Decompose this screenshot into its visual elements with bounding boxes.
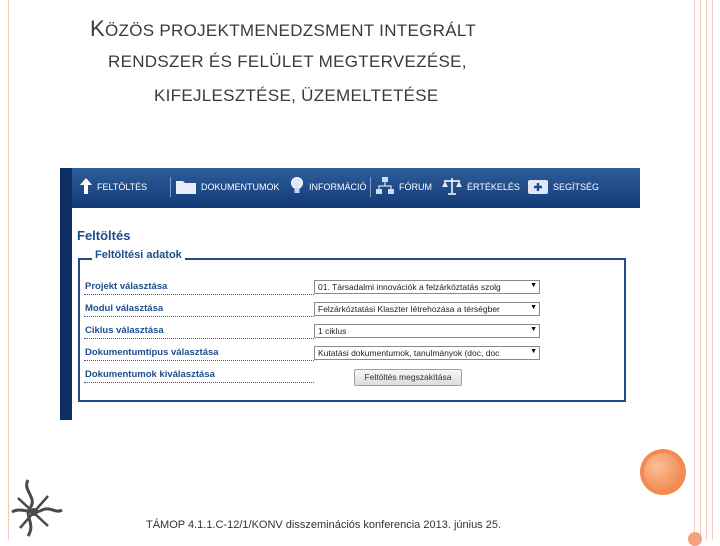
slide-title-line-2: RENDSZER ÉS FELÜLET MEGTERVEZÉSE, [108,52,467,71]
modul-select[interactable] [314,302,540,316]
upload-arrow-icon [80,178,92,196]
field-row-dokumentumtipus [84,346,314,361]
nav-item-informacio[interactable] [290,176,367,198]
cancel-upload-button[interactable]: Feltöltés megszakítása [354,369,462,386]
nav-item-ertekeles[interactable] [442,176,520,198]
field-row-ciklus [84,324,314,339]
nav-item-segitseg[interactable] [528,176,599,198]
dokumentumtipus-select[interactable] [314,346,540,360]
select-value: Kutatási dokumentumok, tanulmányok (doc, doc [318,348,500,358]
top-navbar [72,168,640,208]
fieldset-legend: Feltöltési adatok [92,249,185,261]
field-row-projekt [84,280,314,295]
network-icon [376,177,394,197]
nav-label: INFORMÁCIÓ [309,182,367,192]
ciklus-select[interactable] [314,324,540,338]
nav-label: DOKUMENTUMOK [201,182,280,192]
organization-logo [8,476,64,540]
left-border-strip [60,208,72,420]
slide-frame-right [712,0,713,540]
select-value: 01. Társadalmi innovációk a felzárkóztatás szolg [318,282,501,292]
slide-frame-right [706,0,707,540]
nav-item-forum[interactable] [376,176,432,198]
select-value: Felzárkóztatási Klaszter létrehozása a térségber [318,304,500,314]
slide-title-line-1 [90,16,476,42]
select-value: 1 ciklus [318,326,347,336]
nav-divider [170,177,171,197]
slide-frame-right [694,0,695,540]
dropdown-arrow-icon: ▼ [530,326,537,333]
slide-title-line-3: KIFEJLESZTÉSE, ÜZEMELTETÉSE [154,86,439,105]
slide-frame-left [8,0,9,540]
nav-item-dokumentumok[interactable] [176,176,280,198]
field-row-dokumentumok [84,368,314,383]
title-initial: K [90,16,105,41]
decorative-orange-dot [688,532,702,546]
app-screenshot [60,168,640,420]
page-title: Feltöltés [77,228,131,243]
projekt-select[interactable] [314,280,540,294]
decorative-orange-circle [640,449,686,495]
first-aid-icon [528,178,548,196]
nav-label: FÓRUM [399,182,432,192]
field-label: Projekt választása [85,281,168,292]
title-rest: ÖZÖS PROJEKTMENEDZSMENT INTEGRÁLT [104,21,477,40]
dropdown-arrow-icon: ▼ [530,348,537,355]
field-label: Modul választása [85,303,164,314]
field-label: Dokumentumtípus választása [85,347,219,358]
dropdown-arrow-icon: ▼ [530,304,537,311]
field-row-modul [84,302,314,317]
field-label: Dokumentumok kiválasztása [85,369,215,380]
nav-divider [370,177,371,197]
slide-frame-right [700,0,701,540]
content-panel [72,208,640,420]
nav-label: FELTÖLTÉS [97,182,148,192]
field-label: Ciklus választása [85,325,164,336]
scales-icon [442,177,462,197]
folder-icon [176,179,196,196]
nav-label: ÉRTÉKELÉS [467,182,520,192]
slide-footer: TÁMOP 4.1.1.C-12/1/KONV disszeminációs konferencia 2013. június 25. [146,519,502,531]
nav-item-feltoltes[interactable] [80,176,147,198]
lightbulb-icon [290,177,304,197]
nav-label: SEGÍTSÉG [553,182,600,192]
dropdown-arrow-icon: ▼ [530,282,537,289]
